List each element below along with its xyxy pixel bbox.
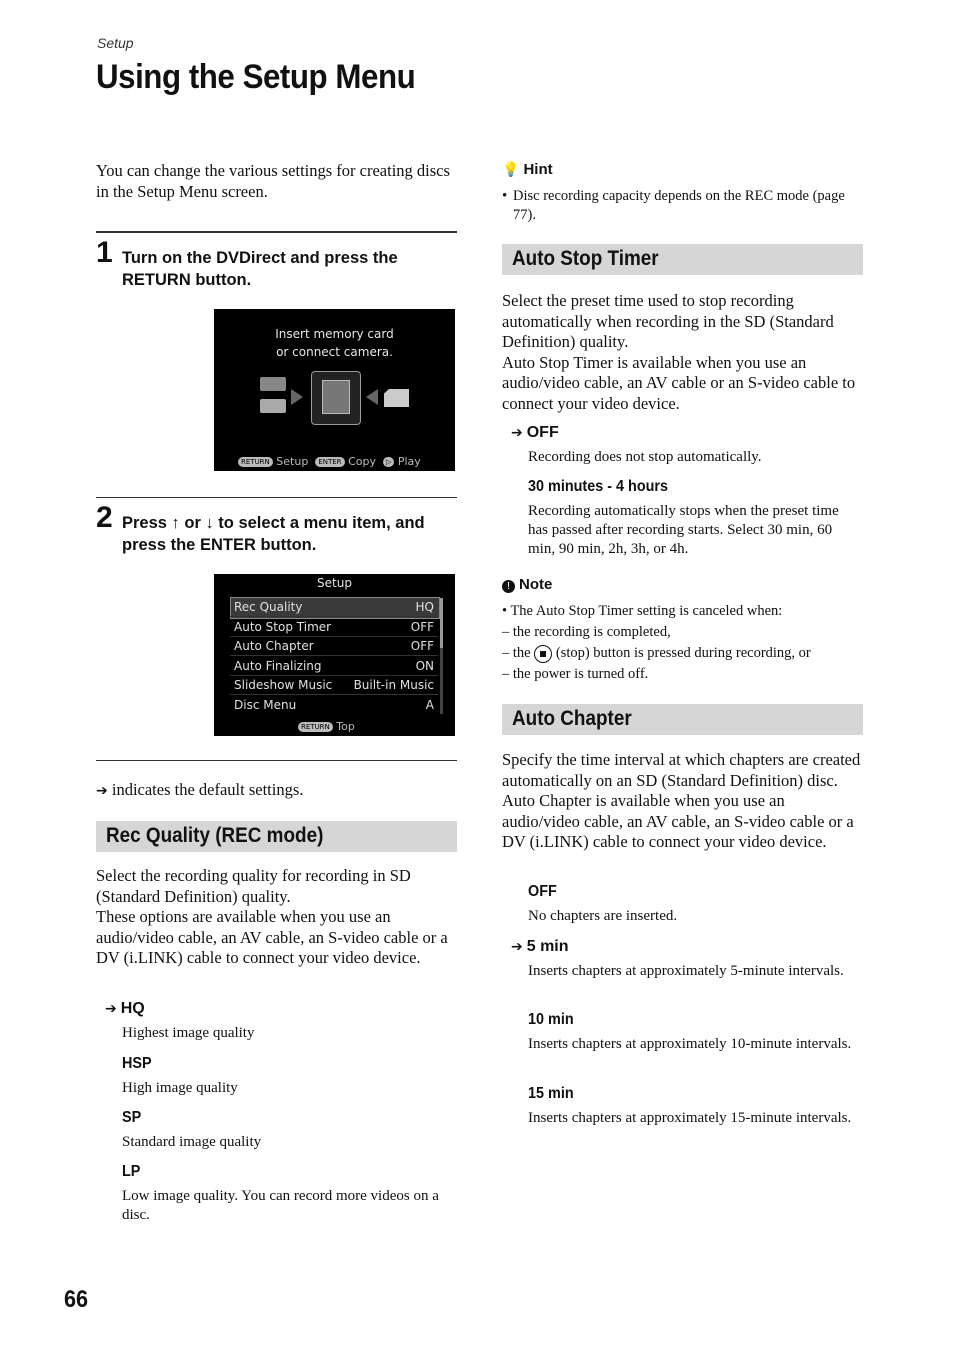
menu-row-auto-finalizing[interactable]: Auto Finalizing ON	[230, 657, 438, 676]
page-title: Using the Setup Menu	[96, 58, 416, 96]
screen-line-1: Insert memory card	[275, 327, 394, 341]
chapter-option-off: OFF	[528, 883, 557, 900]
option-sp: SP	[122, 1109, 142, 1126]
screen-footer	[238, 455, 421, 468]
return-key-icon: RETURN	[298, 722, 333, 732]
step-1-number: 1	[96, 236, 113, 269]
rec-quality-body: Select the recording quality for recording in SD (Standard Definition) quality. These options are available when you use an audio/video cable, an AV cable, an S-video cable or a DV (i.LINK) cable to connect your video device.	[96, 866, 448, 967]
menu-scrollbar[interactable]	[440, 598, 443, 714]
footer-copy: Copy	[348, 455, 376, 468]
chapter-option-5min: ➔ 5 min	[511, 938, 569, 955]
menu-row-auto-chapter[interactable]: Auto Chapter OFF	[230, 637, 438, 656]
chapter-option-15min: 15 min	[528, 1085, 574, 1102]
camcorder-icon	[260, 377, 286, 391]
rec-quality-heading: Rec Quality (REC mode)	[96, 821, 457, 852]
intro-text: You can change the various settings for creating discs in the Setup Menu screen.	[96, 161, 450, 201]
note-header: ! Note	[502, 576, 552, 594]
section-label: Setup	[97, 35, 134, 51]
page-number: 66	[64, 1286, 89, 1313]
stop-button-icon	[534, 645, 552, 663]
menu-row-disc-menu[interactable]: Disc Menu A	[234, 698, 434, 712]
hint-text: • Disc recording capacity depends on the REC mode (page 77).	[502, 188, 845, 223]
option-off: ➔ OFF	[511, 424, 559, 441]
arrow-left-icon	[366, 389, 378, 405]
default-note: ➔ indicates the default settings.	[96, 780, 304, 799]
dvdirect-icon	[311, 371, 361, 425]
return-key-icon: RETURN	[238, 457, 273, 467]
play-key-icon: ▷	[383, 457, 394, 467]
divider	[96, 497, 457, 498]
footer-top: Top	[336, 720, 355, 733]
auto-chapter-heading: Auto Chapter	[502, 704, 863, 735]
menu-row-rec-quality[interactable]: Rec Quality HQ	[230, 598, 438, 617]
step-2-number: 2	[96, 501, 113, 534]
default-arrow-icon: ➔	[511, 425, 523, 441]
option-sp-desc: Standard image quality	[122, 1134, 262, 1150]
note-icon: !	[502, 580, 515, 593]
chapter-option-10min: 10 min	[528, 1011, 574, 1028]
chapter-option-15min-desc: Inserts chapters at approximately 15-minute intervals.	[528, 1110, 852, 1126]
enter-key-icon: ENTER	[315, 457, 344, 467]
arrow-right-icon	[291, 389, 303, 405]
chapter-option-10min-desc: Inserts chapters at approximately 10-minute intervals.	[528, 1036, 852, 1052]
option-hq: ➔ HQ	[105, 1000, 145, 1017]
memory-card-icon	[384, 389, 409, 407]
footer-play: Play	[397, 455, 421, 468]
screen-line-2: or connect camera.	[276, 345, 393, 359]
chapter-option-5min-desc: Inserts chapters at approximately 5-minute intervals.	[528, 963, 844, 979]
note-body: • The Auto Stop Timer setting is canceled when: – the recording is completed, – the (stop) button is pressed during recording, or – the power is turned off.	[502, 603, 811, 682]
auto-chapter-body: Specify the time interval at which chapters are created automatically on an SD (Standard Definition) disc. Auto Chapter is available when you use an audio/video cable, an AV cable, an S-video cable or a DV (i.LINK) cable to connect your video device.	[502, 750, 861, 851]
option-lp: LP	[122, 1163, 141, 1180]
option-30min-4h-desc: Recording automatically stops when the preset time has passed after recording starts. Select 30 min, 60 min, 90 min, 2h, 3h, or 4h.	[528, 503, 839, 557]
hint-header: 💡 Hint	[502, 161, 553, 178]
lightbulb-icon: 💡	[502, 162, 520, 178]
camera-icon	[260, 399, 286, 413]
chapter-option-off-desc: No chapters are inserted.	[528, 908, 678, 924]
footer-setup: Setup	[276, 455, 309, 468]
menu-footer	[298, 720, 355, 733]
divider	[96, 231, 457, 233]
default-arrow-icon: ➔	[511, 939, 523, 955]
default-arrow-icon: ➔	[105, 1001, 117, 1017]
divider	[96, 760, 457, 761]
auto-stop-heading: Auto Stop Timer	[502, 244, 863, 275]
auto-stop-body: Select the preset time used to stop recording automatically when recording in the SD (Standard Definition) quality. Auto Stop Timer is available when you use an audio/video cable, an AV cable or an S-video cable to connect your video device.	[502, 291, 856, 413]
menu-row-auto-stop-timer[interactable]: Auto Stop Timer OFF	[230, 618, 438, 637]
step-1-text: Turn on the DVDirect and press the RETURN button.	[122, 249, 398, 289]
menu-row-slideshow-music[interactable]: Slideshow Music Built-in Music	[230, 676, 438, 695]
option-hq-desc: Highest image quality	[122, 1025, 255, 1041]
step-2-text: Press ↑ or ↓ to select a menu item, and press the ENTER button.	[122, 514, 425, 554]
option-hsp: HSP	[122, 1055, 152, 1072]
default-arrow-icon: ➔	[96, 783, 108, 799]
option-hsp-desc: High image quality	[122, 1080, 238, 1096]
option-lp-desc: Low image quality. You can record more videos on a disc.	[122, 1188, 439, 1223]
screen-setup-menu	[214, 574, 455, 736]
menu-title: Setup	[317, 576, 352, 590]
screen-insert-card	[214, 309, 455, 471]
option-off-desc: Recording does not stop automatically.	[528, 449, 762, 465]
option-30min-4h: 30 minutes - 4 hours	[528, 478, 669, 495]
